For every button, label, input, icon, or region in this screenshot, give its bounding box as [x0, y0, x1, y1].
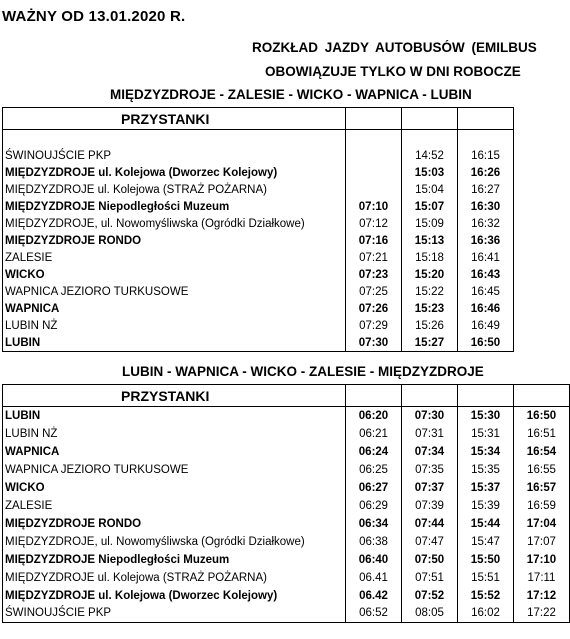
departure-time: 16:41	[458, 250, 514, 267]
departure-time: 16:49	[458, 318, 514, 335]
stop-name: LUBIN NŻ	[3, 425, 346, 443]
stop-name: WAPNICA JEZIORO TURKUSOWE	[3, 284, 346, 301]
departure-time: 07:16	[346, 233, 402, 250]
stop-name: MIĘDZYZDROJE, ul. Nowomyśliwska (Ogródki Działkowe)	[3, 533, 346, 551]
company-heading-text: ROZKŁAD JAZDY AUTOBUSÓW (EMILBUS	[252, 40, 537, 55]
departure-time: 16:55	[514, 461, 570, 479]
departure-time: 15:04	[402, 182, 458, 199]
departure-time: 16:46	[458, 301, 514, 318]
route1-row	[3, 267, 514, 284]
route2-row	[3, 479, 570, 497]
departure-time: 07:47	[402, 533, 458, 551]
stop-name: MIĘDZYZDROJE ul. Kolejowa (Dworzec Kolejowy)	[3, 165, 346, 182]
route1-row	[3, 148, 514, 165]
departure-time: 16:57	[514, 479, 570, 497]
route1-title: MIĘDZYZDROJE - ZALESIE - WICKO - WAPNICA - LUBIN	[110, 87, 472, 102]
valid-from-heading: WAŻNY OD 13.01.2020 R.	[2, 8, 186, 25]
departure-time	[346, 148, 402, 165]
stop-name: WICKO	[3, 267, 346, 284]
departure-time: 17:04	[514, 515, 570, 533]
stop-name: WAPNICA	[3, 443, 346, 461]
departure-time: 15:30	[458, 407, 514, 425]
route2-header-cell	[346, 385, 402, 407]
departure-time: 07:44	[402, 515, 458, 533]
departure-time: 15:07	[402, 199, 458, 216]
route2-row	[3, 497, 570, 515]
departure-time: 15:51	[458, 569, 514, 587]
departure-time: 16:02	[458, 605, 514, 623]
route2-row	[3, 605, 570, 623]
departure-time: 06:27	[346, 479, 402, 497]
stop-name: ZALESIE	[3, 497, 346, 515]
departure-time	[346, 182, 402, 199]
departure-time: 17:10	[514, 551, 570, 569]
departure-time: 16:45	[458, 284, 514, 301]
departure-time: 16:26	[458, 165, 514, 182]
departure-time: 15:03	[402, 165, 458, 182]
departure-time: 06:34	[346, 515, 402, 533]
departure-time: 07:30	[346, 335, 402, 352]
route1-header-cell	[458, 108, 514, 130]
stop-name: MIĘDZYZDROJE RONDO	[3, 233, 346, 250]
departure-time: 07:29	[346, 318, 402, 335]
departure-time: 07:31	[402, 425, 458, 443]
workdays-note: OBOWIĄZUJE TYLKO W DNI ROBOCZE	[265, 64, 521, 79]
departure-time: 08:05	[402, 605, 458, 623]
stop-name: MIĘDZYZDROJE ul. Kolejowa (Dworzec Kolejowy)	[3, 587, 346, 605]
departure-time: 07:39	[402, 497, 458, 515]
route1-row	[3, 301, 514, 318]
route2-header-row	[3, 385, 570, 407]
departure-time: 07:34	[402, 443, 458, 461]
departure-time: 16:30	[458, 199, 514, 216]
departure-time: 07:12	[346, 216, 402, 233]
stop-name: MIĘDZYZDROJE, ul. Nowomyśliwska (Ogródki Działkowe)	[3, 216, 346, 233]
route2-row	[3, 587, 570, 605]
departure-time: 16:59	[514, 497, 570, 515]
route2-row	[3, 407, 570, 425]
route2-row	[3, 569, 570, 587]
departure-time: 06:24	[346, 443, 402, 461]
route2-timetable	[2, 384, 570, 623]
stop-name: MIĘDZYZDROJE Niepodległości Muzeum	[3, 551, 346, 569]
departure-time: 16:43	[458, 267, 514, 284]
stop-name: MIĘDZYZDROJE ul. Kolejowa (STRAŻ POŻARNA)	[3, 182, 346, 199]
departure-time: 06:29	[346, 497, 402, 515]
departure-time: 07:26	[346, 301, 402, 318]
route1-timetable	[2, 107, 514, 352]
departure-time: 07:25	[346, 284, 402, 301]
stop-name: LUBIN	[3, 335, 346, 352]
departure-time: 07:52	[402, 587, 458, 605]
route1-row	[3, 216, 514, 233]
departure-time: 07:10	[346, 199, 402, 216]
departure-time: 15:50	[458, 551, 514, 569]
departure-time: 16:15	[458, 148, 514, 165]
stop-name: ŚWINOUJŚCIE PKP	[3, 605, 346, 623]
route2-stops-header: PRZYSTANKI	[3, 385, 346, 407]
departure-time: 06:40	[346, 551, 402, 569]
departure-time: 16:51	[514, 425, 570, 443]
departure-time: 06:25	[346, 461, 402, 479]
stop-name: LUBIN	[3, 407, 346, 425]
stop-name: WICKO	[3, 479, 346, 497]
departure-time: 07:50	[402, 551, 458, 569]
departure-time: 07:35	[402, 461, 458, 479]
departure-time: 07:30	[402, 407, 458, 425]
departure-time: 15:44	[458, 515, 514, 533]
stop-name: ŚWINOUJŚCIE PKP	[3, 148, 346, 165]
route1-stops-header: PRZYSTANKI	[3, 108, 346, 130]
departure-time: 17:11	[514, 569, 570, 587]
departure-time: 15:31	[458, 425, 514, 443]
stop-name: LUBIN NŻ	[3, 318, 346, 335]
route1-header-cell	[402, 108, 458, 130]
stop-name: MIĘDZYZDROJE RONDO	[3, 515, 346, 533]
route2-header-cell	[458, 385, 514, 407]
departure-time: 06:20	[346, 407, 402, 425]
departure-time: 06:52	[346, 605, 402, 623]
departure-time: 06:21	[346, 425, 402, 443]
route1-header-row	[3, 108, 514, 130]
departure-time: 06.41	[346, 569, 402, 587]
route2-title: LUBIN - WAPNICA - WICKO - ZALESIE - MIĘDZYZDROJE	[122, 364, 484, 379]
route2-row	[3, 425, 570, 443]
stop-name: MIĘDZYZDROJE Niepodległości Muzeum	[3, 199, 346, 216]
departure-time: 16:50	[514, 407, 570, 425]
route1-spacer-row	[3, 130, 514, 148]
departure-time: 16:36	[458, 233, 514, 250]
route2-row	[3, 443, 570, 461]
departure-time: 15:22	[402, 284, 458, 301]
route1-row	[3, 250, 514, 267]
departure-time: 06:38	[346, 533, 402, 551]
departure-time: 16:54	[514, 443, 570, 461]
route1-row	[3, 182, 514, 199]
departure-time: 15:26	[402, 318, 458, 335]
route2-header-cell	[514, 385, 570, 407]
route1-row	[3, 335, 514, 352]
departure-time: 07:37	[402, 479, 458, 497]
departure-time: 15:35	[458, 461, 514, 479]
departure-time: 17:07	[514, 533, 570, 551]
departure-time: 16:32	[458, 216, 514, 233]
company-heading	[0, 40, 570, 55]
departure-time: 15:39	[458, 497, 514, 515]
departure-time: 06.42	[346, 587, 402, 605]
departure-time: 15:13	[402, 233, 458, 250]
route2-row	[3, 533, 570, 551]
departure-time: 15:18	[402, 250, 458, 267]
departure-time: 15:27	[402, 335, 458, 352]
departure-time: 16:27	[458, 182, 514, 199]
departure-time: 15:34	[458, 443, 514, 461]
route1-row	[3, 199, 514, 216]
departure-time: 17:22	[514, 605, 570, 623]
departure-time: 16:50	[458, 335, 514, 352]
route1-header-cell	[346, 108, 402, 130]
route1-row	[3, 233, 514, 250]
departure-time: 15:20	[402, 267, 458, 284]
route1-row	[3, 165, 514, 182]
departure-time: 15:23	[402, 301, 458, 318]
departure-time: 07:51	[402, 569, 458, 587]
departure-time: 17:12	[514, 587, 570, 605]
route2-header-cell	[402, 385, 458, 407]
route2-row	[3, 461, 570, 479]
departure-time: 14:52	[402, 148, 458, 165]
stop-name: WAPNICA	[3, 301, 346, 318]
departure-time: 07:23	[346, 267, 402, 284]
departure-time: 15:52	[458, 587, 514, 605]
stop-name: MIĘDZYZDROJE ul. Kolejowa (STRAŻ POŻARNA)	[3, 569, 346, 587]
route1-row	[3, 318, 514, 335]
route2-row	[3, 551, 570, 569]
route1-row	[3, 284, 514, 301]
departure-time: 07:21	[346, 250, 402, 267]
route1-timetable-body	[3, 108, 514, 352]
departure-time: 15:09	[402, 216, 458, 233]
departure-time: 15:47	[458, 533, 514, 551]
stop-name: WAPNICA JEZIORO TURKUSOWE	[3, 461, 346, 479]
departure-time	[346, 165, 402, 182]
route2-timetable-body	[3, 385, 570, 623]
route2-row	[3, 515, 570, 533]
departure-time: 15:37	[458, 479, 514, 497]
stop-name: ZALESIE	[3, 250, 346, 267]
